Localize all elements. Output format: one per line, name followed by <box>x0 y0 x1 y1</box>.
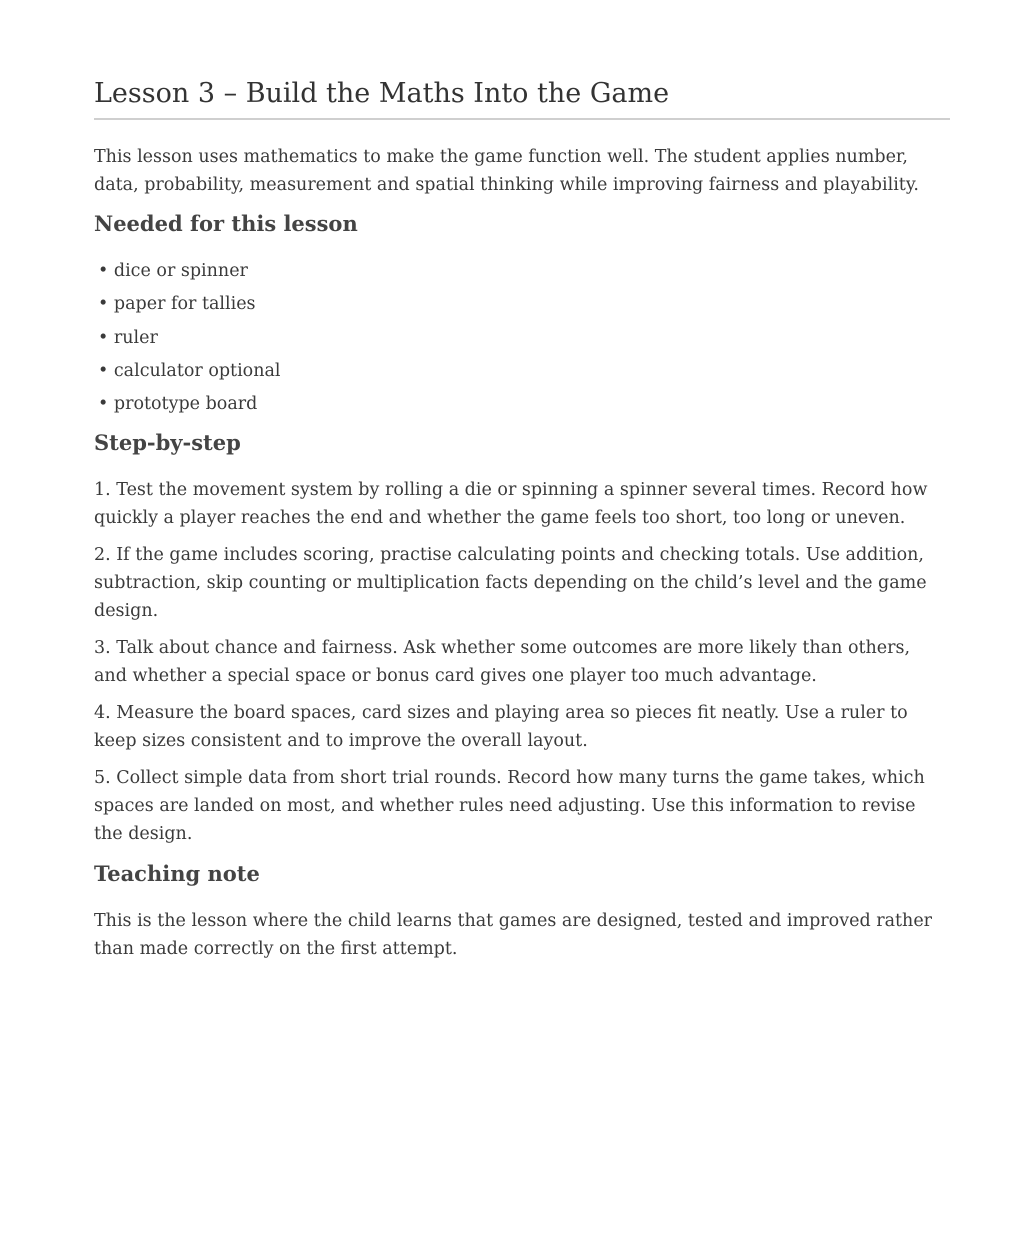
list-item: • ruler <box>98 327 158 348</box>
step-item: 1. Test the movement system by rolling a die or spinning a spinner several times. Record how quickly a player reaches the end and whether the game feels too short, too long or uneven. <box>94 480 928 529</box>
list-item: • prototype board <box>98 394 258 415</box>
list-item: • dice or spinner <box>98 261 248 281</box>
list-item: • paper for tallies <box>98 294 256 315</box>
step-item: 5. Collect simple data from short trial rounds. Record how many turns the game takes, which spaces are landed on most, and whether rules need adjusting. Use this information to revise the design. <box>94 768 925 845</box>
teaching-note-text: This is the lesson where the child learns that games are designed, tested and improved rather than made correctly on the first attempt. <box>94 911 933 960</box>
step-item: 3. Talk about chance and fairness. Ask whether some outcomes are more likely than others, and whether a special space or bonus card gives one player too much advantage. <box>94 638 911 687</box>
steps-list <box>94 476 950 848</box>
intro-paragraph: This lesson uses mathematics to make the game function well. The student applies number, data, probability, measurement and spatial thinking while improving fairness and playability. <box>94 147 919 195</box>
lesson-page <box>94 74 950 963</box>
steps-heading: Step-by-step <box>94 430 241 456</box>
needed-heading: Needed for this lesson <box>94 211 358 236</box>
list-item: • calculator optional <box>98 360 281 381</box>
teaching-note-heading: Teaching note <box>94 861 260 887</box>
materials-list <box>94 255 950 421</box>
page-title: Lesson 3 – Build the Maths Into the Game <box>94 74 950 120</box>
step-item: 4. Measure the board spaces, card sizes and playing area so pieces fit neatly. Use a ruler to keep sizes consistent and to improve the overall layout. <box>94 703 908 752</box>
step-item: 2. If the game includes scoring, practise calculating points and checking totals. Use addition, subtraction, skip counting or multiplication facts depending on the child’s level and the game design. <box>94 545 927 622</box>
